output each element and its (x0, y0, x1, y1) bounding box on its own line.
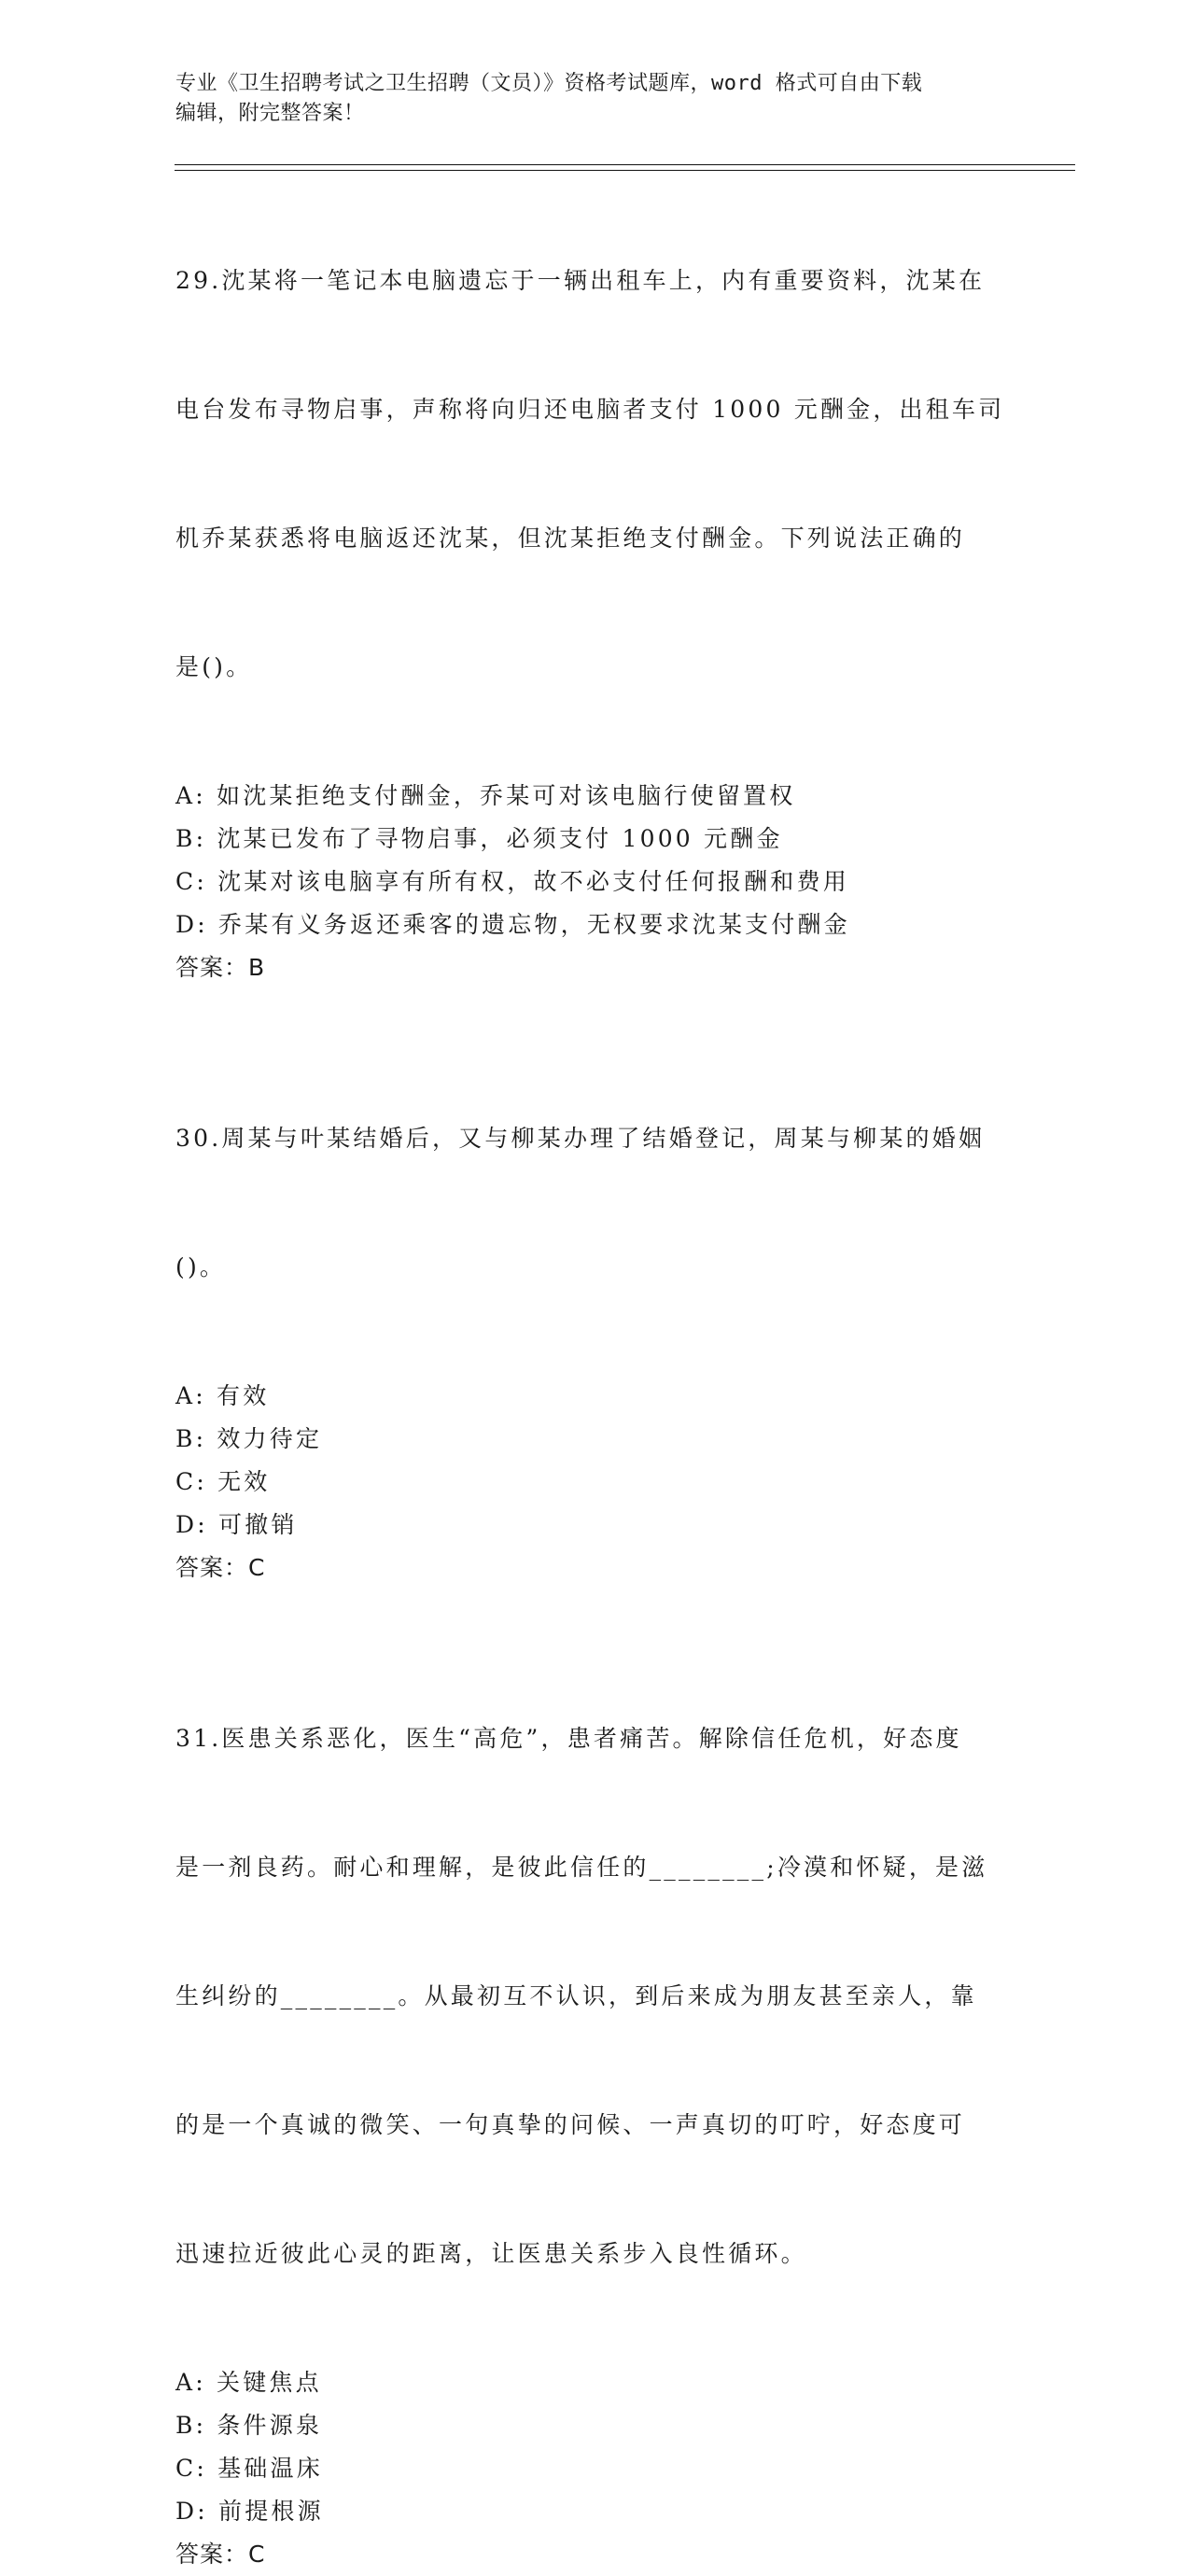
question-stem-line: 是一剂良药。耐心和理解，是彼此信任的________;冷漠和怀疑，是滋 (175, 1854, 988, 1881)
question-stem-line: 电台发布寻物启事，声称将向归还电脑者支付 1000 元酬金，出租车司 (175, 396, 1005, 423)
header-divider-bottom (175, 170, 1075, 171)
answer-label: 答案：C (175, 2541, 266, 2568)
question-spacer (175, 989, 1015, 1031)
header-divider-top (175, 164, 1075, 165)
option-b: B: 沈某已发布了寻物启事，必须支付 1000 元酬金 (175, 825, 783, 852)
question-30 (175, 1031, 1015, 1589)
question-29 (175, 174, 1015, 989)
answer-label: 答案：C (175, 1554, 266, 1581)
option-a: A: 有效 (175, 1382, 270, 1409)
question-stem-line: 的是一个真诚的微笑、一句真挚的问候、一声真切的叮咛，好态度可 (175, 2111, 966, 2138)
option-d: D: 前提根源 (175, 2498, 324, 2525)
question-31 (175, 1631, 1015, 2576)
question-stem-line: 29.沈某将一笔记本电脑遗忘于一辆出租车上，内有重要资料，沈某在 (175, 267, 986, 294)
option-c: C: 无效 (175, 1468, 271, 1495)
answer-label: 答案：B (175, 954, 266, 981)
option-d: D: 可撤销 (175, 1511, 298, 1538)
option-b: B: 效力待定 (175, 1425, 323, 1452)
question-stem-line: 生纠纷的________。从最初互不认识，到后来成为朋友甚至亲人，靠 (175, 1982, 977, 2009)
question-stem-line: 迅速拉近彼此心灵的距离，让医患关系步入良性循环。 (175, 2240, 807, 2267)
option-c: C: 基础温床 (175, 2455, 323, 2482)
option-a: A: 关键焦点 (175, 2369, 322, 2396)
question-stem (175, 174, 1015, 775)
header-line-2: 编辑，附完整答案！ (175, 102, 365, 125)
option-d: D: 乔某有义务返还乘客的遗忘物，无权要求沈某支付酬金 (175, 911, 850, 938)
document-header (175, 69, 997, 129)
option-c: C: 沈某对该电脑享有所有权，故不必支付任何报酬和费用 (175, 868, 849, 895)
question-stem-line: 31.医患关系恶化，医生“高危”，患者痛苦。解除信任危机，好态度 (175, 1725, 962, 1752)
question-stem (175, 1031, 1015, 1375)
question-stem-line: ()。 (175, 1253, 227, 1281)
option-b: B: 条件源泉 (175, 2412, 323, 2439)
question-spacer (175, 1589, 1015, 1631)
header-line-1: 专业《卫生招聘考试之卫生招聘（文员）》资格考试题库，word 格式可自由下载 (175, 72, 923, 95)
question-stem-line: 机乔某获悉将电脑返还沈某，但沈某拒绝支付酬金。下列说法正确的 (175, 525, 966, 552)
question-stem-line: 是()。 (175, 653, 253, 680)
question-stem (175, 1631, 1015, 2361)
question-list (175, 174, 1015, 2576)
question-stem-line: 30.周某与叶某结婚后，又与柳某办理了结婚登记，周某与柳某的婚姻 (175, 1125, 986, 1152)
option-a: A: 如沈某拒绝支付酬金，乔某可对该电脑行使留置权 (175, 782, 796, 809)
